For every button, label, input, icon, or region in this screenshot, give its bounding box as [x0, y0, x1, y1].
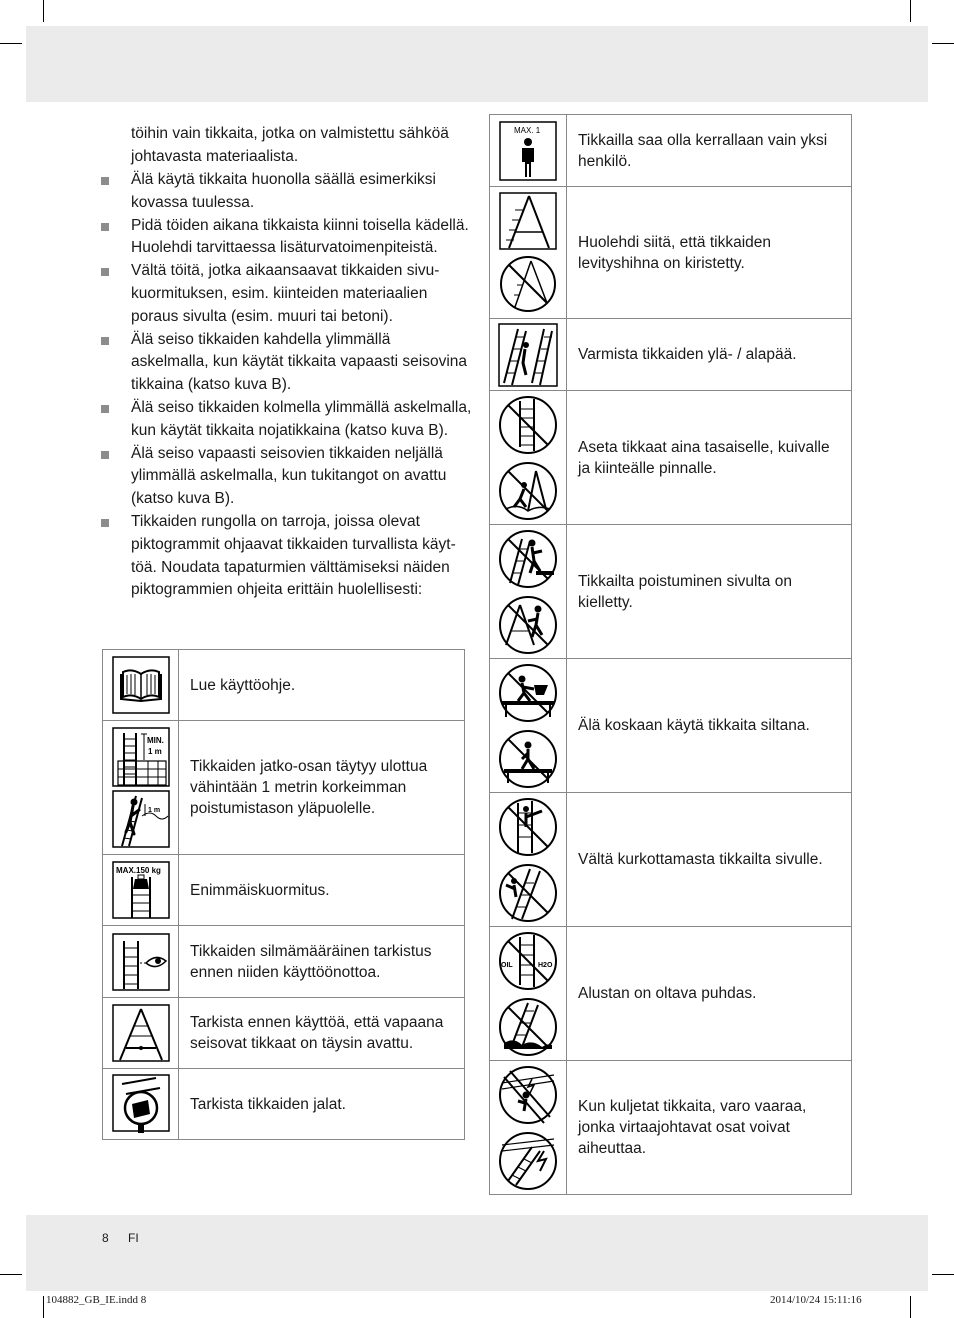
- table-row: [490, 391, 852, 525]
- side-exit-prohibited-2-icon: [498, 595, 558, 655]
- square-bullet-icon: [101, 177, 109, 185]
- crop-mark: [0, 43, 22, 44]
- climber-1m-icon: [112, 790, 170, 848]
- book-icon: [112, 656, 170, 714]
- list-item: Pidä töiden aikana tikkaista kiinni toisella kädellä. Huolehdi tarvittaessa lisäturvatoimenpiteistä.: [100, 215, 472, 261]
- pictogram-description: Tikkailta poistuminen sivulta on kielletty.: [567, 525, 852, 659]
- crop-mark: [43, 1296, 44, 1318]
- ladder-foot-check-icon: [112, 1074, 170, 1134]
- intro-text: töihin vain tikkaita, jotka on valmistettu sähköä johtavasta materiaalista.: [131, 125, 449, 165]
- spreader-strap-icon: [499, 192, 557, 250]
- distance-label: 1 m: [147, 747, 162, 756]
- bridge-walk-prohibited-icon: [498, 729, 558, 789]
- pictogram-description: Tikkaiden silmämääräinen tarkistus ennen niiden käyttöönottoa.: [179, 926, 465, 998]
- crop-mark: [0, 1274, 22, 1275]
- pictogram-description: Kun kuljetat tikkaita, varo vaaraa, jonka virtaajohtavat osat voivat aiheuttaa.: [567, 1061, 852, 1195]
- pictogram-description: Lue käyttöohje.: [179, 650, 465, 721]
- overreach-prohibited-icon: [498, 797, 558, 857]
- table-row: [490, 659, 852, 793]
- power-line-hazard-2-icon: [498, 1131, 558, 1191]
- distance-label: 1 m: [147, 807, 160, 814]
- ladder-extension-min-icon: [112, 727, 170, 787]
- pictogram-description: Tikkailla saa olla kerrallaan vain yksi henkilö.: [567, 115, 852, 187]
- list-item: Älä käytä tikkaita huonolla säällä esimerkiksi kovassa tuulessa.: [100, 169, 472, 215]
- table-row: [103, 721, 465, 855]
- crop-mark: [932, 1274, 954, 1275]
- safety-bullet-list: [100, 169, 472, 602]
- pictogram-description: Aseta tikkaat aina tasaiselle, kuivalle ja kiinteälle pinnalle.: [567, 391, 852, 525]
- footer-band: [26, 1215, 928, 1291]
- table-row: [103, 650, 465, 721]
- max-load-icon: [112, 861, 170, 919]
- table-row: [490, 1061, 852, 1195]
- max-load-label: MAX.150 kg: [115, 866, 161, 875]
- pictogram-description: Vältä kurkottamasta tikkailta sivulle.: [567, 793, 852, 927]
- power-line-hazard-icon: [498, 1065, 558, 1125]
- pictogram-description: Varmista tikkaiden ylä- / alapää.: [567, 319, 852, 391]
- square-bullet-icon: [101, 268, 109, 276]
- side-exit-prohibited-icon: [498, 529, 558, 589]
- soft-ground-prohibited-icon: [498, 461, 558, 521]
- print-slug-timestamp: 2014/10/24 15:11:16: [770, 1294, 862, 1306]
- pictogram-description: Älä koskaan käytä tikkaita siltana.: [567, 659, 852, 793]
- list-item: Tikkaiden rungolla on tarroja, joissa olevat piktogrammit ohjaavat tikkaiden turvallista käyt-töä. Noudata tapaturmien välttämiseksi näiden piktogrammien ohjeita erittäin huolellisesti:: [100, 511, 472, 602]
- pictogram-description: Tarkista tikkaiden jalat.: [179, 1069, 465, 1140]
- square-bullet-icon: [101, 337, 109, 345]
- list-item: Älä seiso tikkaiden kahdella ylimmällä askelmalla, kun käytät tikkaita vapaasti seisovina tikkaina (katso kuva B).: [100, 329, 472, 397]
- contaminated-base-prohibited-icon: [498, 931, 558, 991]
- uneven-ground-prohibited-icon: [498, 395, 558, 455]
- table-row: [490, 115, 852, 187]
- pictogram-description: Tikkaiden jatko-osan täytyy ulottua vähintään 1 metrin korkeimman poistumistason yläpuolelle.: [179, 721, 465, 855]
- pictogram-description: Huolehdi siitä, että tikkaiden levityshihna on kiristetty.: [567, 187, 852, 319]
- list-item: Älä seiso vapaasti seisovien tikkaiden neljällä ylimmällä askelmalla, kun tukitangot on avattu (katso kuva B).: [100, 443, 472, 511]
- square-bullet-icon: [101, 519, 109, 527]
- crop-mark: [932, 43, 954, 44]
- pictogram-description: Tarkista ennen käyttöä, että vapaana seisovat tikkaat on täysin avattu.: [179, 998, 465, 1069]
- crop-mark: [910, 1296, 911, 1318]
- table-row: [103, 855, 465, 926]
- table-row: [490, 319, 852, 391]
- square-bullet-icon: [101, 451, 109, 459]
- ladder-fully-open-icon: [112, 1004, 170, 1062]
- square-bullet-icon: [101, 223, 109, 231]
- table-row: [490, 927, 852, 1061]
- table-row: [103, 998, 465, 1069]
- list-item: Älä seiso tikkaiden kolmella ylimmällä askelmalla, kun käytät tikkaita nojatikkaina (katso kuva B).: [100, 397, 472, 443]
- pictogram-table-right: [489, 114, 852, 1195]
- debris-base-prohibited-icon: [498, 997, 558, 1057]
- header-band: [26, 26, 928, 102]
- page-number: 8: [102, 1231, 109, 1245]
- bridge-use-prohibited-icon: [498, 663, 558, 723]
- language-code: FI: [128, 1231, 139, 1245]
- crop-mark: [910, 0, 911, 22]
- spreader-strap-prohibited-icon: [499, 255, 557, 313]
- max-one-person-icon: [499, 121, 557, 181]
- list-item: Vältä töitä, jotka aikaansaavat tikkaiden sivu-kuormituksen, esim. kiinteiden materiaalien poraus sivulta (esim. muuri tai betoni).: [100, 260, 472, 328]
- ladder-inspection-eye-icon: [112, 933, 170, 991]
- min-label: MIN.: [146, 736, 164, 745]
- overreach-prohibited-2-icon: [498, 863, 558, 923]
- table-row: [103, 926, 465, 998]
- table-row: [490, 187, 852, 319]
- crop-mark: [43, 0, 44, 22]
- table-row: [490, 793, 852, 927]
- water-label: H2O: [538, 961, 553, 969]
- pictogram-description: Alustan on oltava puhdas.: [567, 927, 852, 1061]
- table-row: [490, 525, 852, 659]
- table-row: [103, 1069, 465, 1140]
- oil-label: OIL: [501, 961, 513, 969]
- ladder-top-bottom-secure-icon: [498, 323, 558, 387]
- pictogram-table-left: [102, 649, 465, 1140]
- max-persons-label: MAX. 1: [514, 125, 541, 135]
- pictogram-description: Enimmäiskuormitus.: [179, 855, 465, 926]
- square-bullet-icon: [101, 405, 109, 413]
- print-slug-file: 104882_GB_IE.indd 8: [46, 1294, 147, 1306]
